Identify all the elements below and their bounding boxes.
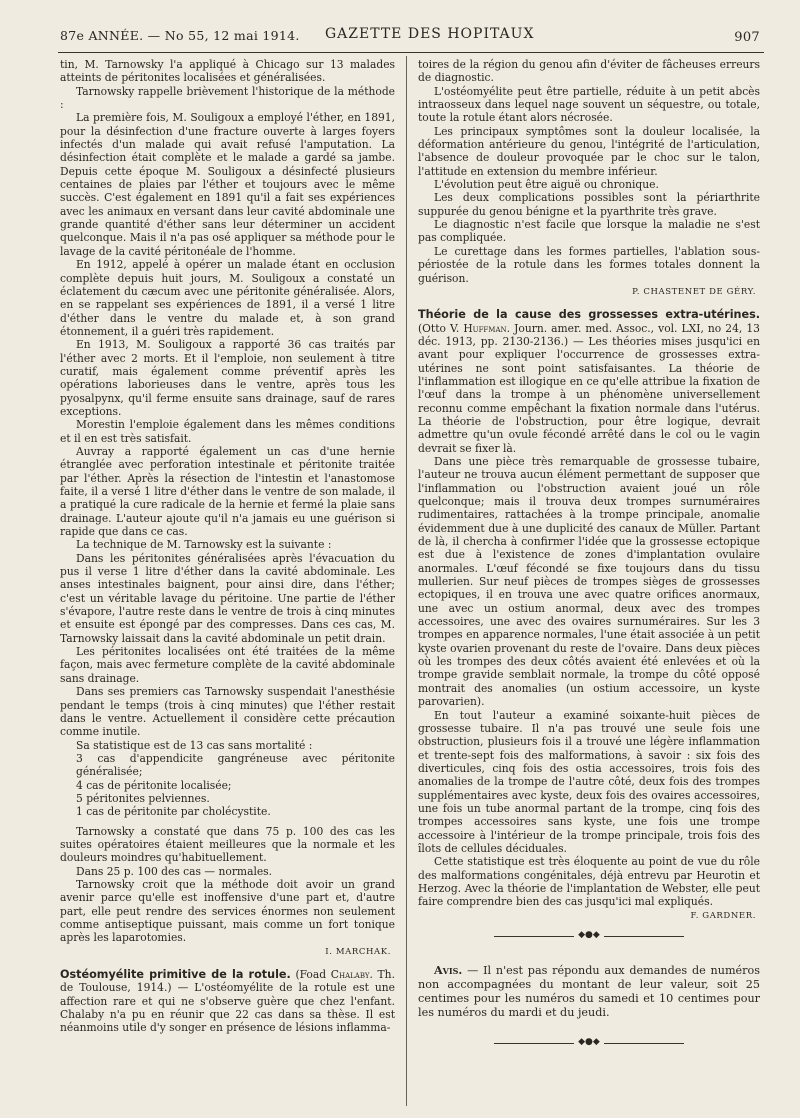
separator-line xyxy=(494,1043,574,1044)
ornament-icon: ◆●◆ xyxy=(578,1037,600,1048)
list-item: 4 cas de péritonite localisée; xyxy=(76,778,232,792)
paragraph: La technique de M. Tarnowsky est la suivante : xyxy=(76,538,332,552)
article-author: Chalaby xyxy=(330,968,370,982)
paragraph: En 1912, appelé à opérer un malade étant en occlusion complète depuis huit jours, M. Souligoux a constaté un éclatement du cæcum avec une péritonite généralisée. Alors, en se rappelant ses expériences de 1891, il a versé 1 litre d'éther dans le ventre du malade et, à son grand étonnement, il a guéri très rapidement. xyxy=(60,258,395,338)
paragraph: Auvray a rapporté également un cas d'une hernie étranglée avec perforation intestinale et péritonite traitée par l'éther. Après la résection de l'intestin et l'anastomose faite, il a versé 1 litre d'éther dans le ventre de son malade, il a pratiqué la cure radicale de la hernie et fermé la plaie sans drainage. L'auteur ajoute qu'il n'a jamais eu une guérison si rapide que dans ce cas. xyxy=(60,444,395,539)
section-separator xyxy=(418,1034,760,1052)
notice-label: Avis. xyxy=(434,963,463,977)
paragraph: La première fois, M. Souligoux a employé l'éther, en 1891, pour la désinfection d'une fracture ouverte à larges foyers infectés d'un malade qui avait refusé l'amputation. La désinfection était complète et le malade a gardé sa jambe. Depuis cette époque M. Souligoux a désinfecté plusieurs centaines de plaies par l'éther et toujours avec le même succès. C'est également en 1891 qu'il a fait ses expériences avec les animaux en versant dans leur cavité abdominale une grande quantité d'éther sans leur déterminer un accident quelconque. Mais il n'a pas osé appliquer sa méthode pour le lavage de la cavité péritonéale de l'homme. xyxy=(60,111,395,258)
signature: P. CHASTENET DE GÉRY. xyxy=(632,286,756,297)
article-ref-rest: . Journ. amer. med. Assoc., vol. LXI, no 24, 13 déc. 1913, pp. 2130-2136.) xyxy=(418,321,760,348)
paragraph: tin, M. Tarnowsky l'a appliqué à Chicago sur 13 malades atteints de péritonites localisées et généralisées. xyxy=(60,58,395,85)
header-rule xyxy=(58,52,764,53)
journal-title: GAZETTE DES HOPITAUX xyxy=(325,26,535,42)
paragraph: L'ostéomyélite peut être partielle, réduite à un petit abcès intraosseux dans lequel nage souvent un séquestre, ou totale, toute la rotule étant alors nécrosée. xyxy=(418,84,760,125)
paragraph: Dans les péritonites généralisées après l'évacuation du pus il verse 1 litre d'éther dans la cavité abdominale. Les anses intestinales baignent, pour ainsi dire, dans l'éther; c'est un véritable lavage du péritoine. Une partie de l'éther s'évapore, l'autre reste dans le ventre de trois à cinq minutes et ensuite est épongé par des compresses. Dans ces cas, M. Tarnowsky laissait dans la cavité abdominale un petit drain. xyxy=(60,551,395,645)
separator-line xyxy=(494,936,574,937)
notice xyxy=(418,963,760,1020)
paragraph: Les péritonites localisées ont été traitées de la même façon, mais avec fermeture complète de la cavité abdominale sans drainage. xyxy=(60,645,395,685)
paragraph: Le diagnostic n'est facile que lorsque la maladie ne s'est pas compliquée. xyxy=(418,218,760,245)
paragraph: En 1913, M. Souligoux a rapporté 36 cas traités par l'éther avec 2 morts. Et il l'emploie, non seulement à titre curatif, mais également comme préventif après les opérations laborieuses dans le ventre, après tous les pyosalpynx, qu'il ferme ensuite sans drainage, sauf de rares exceptions. xyxy=(60,338,395,418)
paragraph: Tarnowsky croit que la méthode doit avoir un grand avenir parce qu'elle est inoffensive d'une part et, d'autre part, elle peut rendre des services énormes non seulement comme antiseptique puissant, mais comme un fort tonique après les laparotomies. xyxy=(60,877,395,945)
article-heading xyxy=(60,968,395,1035)
article-ref-open: (Foad xyxy=(295,968,327,982)
left-column xyxy=(60,58,395,1035)
paragraph: Tarnowsky rappelle brièvement l'historique de la méthode : xyxy=(60,84,395,112)
paragraph: Cette statistique est très éloquente au point de vue du rôle des malformations congénitales, déjà entrevu par Heurotin et Herzog. Avec la théorie de l'implantation de Webster, elle peut faire comprendre bien des cas jusqu'ici mal expliqués. xyxy=(418,855,760,909)
paragraph: Tarnowsky a constaté que dans 75 p. 100 des cas les suites opératoires étaient meilleures que la normale et les douleurs moindres qu'habituellement. xyxy=(60,824,395,865)
article-title: Théorie de la cause des grossesses extra-utérines. xyxy=(418,308,760,322)
list-item: 5 péritonites pelviennes. xyxy=(76,791,210,805)
section-separator xyxy=(418,927,760,945)
paragraph: L'évolution peut être aiguë ou chronique. xyxy=(434,178,659,192)
article-heading xyxy=(418,308,760,455)
page-number: 907 xyxy=(734,30,760,45)
paragraph: Morestin l'emploie également dans les mêmes conditions et il en est très satisfait. xyxy=(60,418,395,445)
article-author: Huffman xyxy=(463,321,507,335)
list-item: 3 cas d'appendicite gangréneuse avec péritonite généralisée; xyxy=(76,751,395,779)
list-item: 1 cas de péritonite par cholécystite. xyxy=(76,805,271,819)
right-column xyxy=(418,58,760,1056)
article-body: — Les théories mises jusqu'ici en avant pour expliquer l'occurrence de grossesses extra-utérines ne sont point satisfaisantes. La théorie de l'inflammation est illogique en ce qu'elle attribue la fixation de l'œuf dans la trompe à un phénomène universellement reconnu comme empêchant la fixation normale dans l'utérus. La théorie de l'obstruction, pour être logique, devrait admettre qu'un ovule fécondé arrêté dans le col ou le vagin devrait se fixer là. xyxy=(418,334,760,455)
paragraph: En tout l'auteur a examiné soixante-huit pièces de grossesse tubaire. Il n'a pas trouvé une seule fois une obstruction, plusieurs fois il a trouvé une légère inflammation et trente-sept fois des malformations, à savoir : six fois des diverticules, cinq fois des ostia accessoires, trois fois des anomalies de la trompe de l'autre côté, deux fois des trompes supplémentaires avec kyste, deux fois des ovaires accessoires, une fois un tube anormal partant de la trompe, cinq fois des trompes accessoires sans kyste, une fois une trompe accessoire à l'intérieur de la trompe principale, trois fois des îlots de cellules déciduales. xyxy=(418,708,760,855)
paragraph: Dans une pièce très remarquable de grossesse tubaire, l'auteur ne trouva aucun élément permettant de supposer que l'inflammation ou l'obstruction avaient joué un rôle quelconque; mais il trouva deux trompes surnuméraires rudimentaires, rattachées à la trompe principale, anomalie évidemment due à une duplicité des canaux de Müller. Partant de là, il chercha à confirmer l'idée que la grossesse ectopique est due à l'existence de zones d'implantation ovulaire anormales. L'œuf fécondé se fixe toujours dans du tissu mullerien. Sur neuf pièces de trompes sièges de grossesses ectopiques, il en trouva une avec quatre orifices anormaux, une avec un ostium anormal, deux avec des trompes accessoires, une avec des ovaires surnuméraires. Sur les 3 trompes en apparence normales, l'une était associée à un petit kyste ovarien provenant du reste de l'ovaire. Dans deux pièces où les trompes des deux côtés avaient été enlevées et où la trompe gravide semblait normale, la trompe du côté opposé montrait des anomalies (un ostium accessoire, un kyste parovarien). xyxy=(418,454,760,709)
paragraph: Dans ses premiers cas Tarnowsky suspendait l'anesthésie pendant le temps (trois à cinq minutes) que l'éther restait dans le ventre. Actuellement il considère cette précaution comme inutile. xyxy=(60,685,395,739)
article-ref-rest: . Th. de Toulouse, 1914.) xyxy=(60,968,395,995)
separator-line xyxy=(604,936,684,937)
paragraph: Le curettage dans les formes partielles, l'ablation sous-périostée de la rotule dans les formes totales donnent la guérison. xyxy=(418,244,760,285)
paragraph: Dans 25 p. 100 des cas — normales. xyxy=(76,864,273,878)
signature: I. MARCHAK. xyxy=(325,946,391,957)
paragraph: toires de la région du genou afin d'éviter de fâcheuses erreurs de diagnostic. xyxy=(418,58,760,85)
column-divider xyxy=(406,56,407,1106)
separator-line xyxy=(604,1043,684,1044)
paragraph: Les principaux symptômes sont la douleur localisée, la déformation antérieure du genou, l'intégrité de l'articulation, l'absence de douleur provoquée par le choc sur le talon, l'attitude en extension du membre inférieur. xyxy=(418,124,760,178)
article-title: Ostéomyélite primitive de la rotule. xyxy=(60,968,291,982)
signature: F. GARDNER. xyxy=(690,910,756,921)
issue-info: 87e ANNÉE. — No 55, 12 mai 1914. xyxy=(60,28,300,43)
paragraph: Sa statistique est de 13 cas sans mortalité : xyxy=(76,738,313,752)
article-ref-open: (Otto V. xyxy=(418,321,460,335)
page-header xyxy=(60,24,760,48)
ornament-icon: ◆●◆ xyxy=(578,930,600,941)
paragraph: Les deux complications possibles sont la périarthrite suppurée du genou bénigne et la pyarthrite très grave. xyxy=(418,191,760,218)
notice-text: — Il n'est pas répondu aux demandes de numéros non accompagnées du montant de leur valeur, soit 25 centimes pour les numéros du samedi et 10 centimes pour les numéros du mardi et du jeudi. xyxy=(418,964,760,1019)
article-body: — L'ostéomyélite de la rotule est une affection rare et qui ne s'observe guère que chez l'enfant. Chalaby n'a pu en réunir que 22 cas dans sa thèse. Il est néanmoins utile d'y songer en présence de lésions inflamma- xyxy=(60,981,395,1035)
